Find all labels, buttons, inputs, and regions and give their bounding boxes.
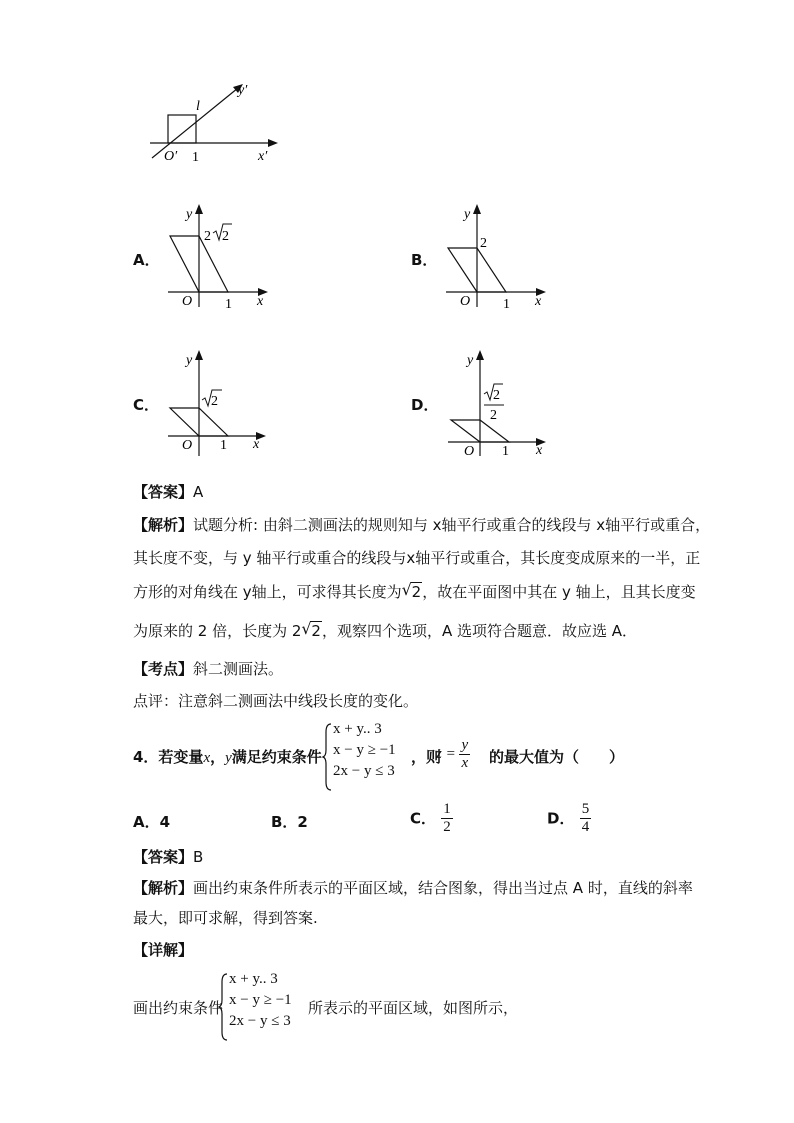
q4-brace: [322, 722, 332, 792]
svg-text:y: y: [186, 207, 193, 222]
q4-option-d: D． $\frac{5}{4}$: [547, 801, 590, 835]
option-a-label: A．: [133, 251, 160, 269]
label-x-prime: x′: [258, 149, 268, 164]
label-one: 1: [192, 150, 199, 165]
q4-option-a: A．4: [133, 813, 171, 831]
svg-text:y: y: [464, 207, 471, 222]
q3-analysis-line4: 为原来的 2 倍，长度为 2 √ 2，观察四个选项，A 选项符合题意．故应选 A．: [133, 619, 638, 640]
q4-detail-pre: 画出约束条件: [133, 999, 224, 1017]
q4-detail-brace: [218, 972, 228, 1042]
svg-text:1: 1: [502, 444, 509, 458]
svg-text:x: x: [253, 437, 260, 452]
q4-detail-post: 所表示的平面区域，如图所示，: [308, 999, 519, 1017]
svg-text:O: O: [182, 438, 193, 453]
svg-text:x: x: [535, 294, 542, 309]
q3-analysis-line1: 【解析】试题分析: 由斜二测画法的规则知与 x轴平行或重合的线段与 x轴平行或重合，: [133, 516, 711, 534]
label-l: l: [196, 99, 200, 114]
q4-detail-constraints: x + y.. 3 x − y ≥ −1 2x − y ≤ 3: [229, 971, 292, 1029]
q4-stem-then: ，则: [411, 748, 442, 766]
svg-text:O: O: [464, 444, 475, 458]
svg-text:1: 1: [503, 297, 510, 312]
svg-text:1: 1: [225, 297, 232, 312]
option-c-figure: [160, 348, 280, 458]
q4-option-c: C． $\frac{1}{2}$: [410, 801, 451, 835]
label-y-prime: y′: [238, 83, 248, 98]
svg-text:x: x: [257, 294, 264, 309]
q3-answer: 【答案】A: [133, 483, 204, 501]
svg-text:1: 1: [220, 438, 227, 453]
option-b-label: B．: [411, 251, 438, 269]
option-d-figure: [440, 348, 560, 458]
q4-analysis-line1: 【解析】画出约束条件所表示的平面区域，结合图象，得出当过点 A 时，直线的斜率: [133, 879, 693, 897]
q4-constraints: x + y.. 3 x − y ≥ −1 2x − y ≤ 3: [333, 721, 396, 779]
svg-text:x: x: [536, 443, 543, 458]
svg-text:2: 2: [222, 229, 229, 244]
svg-text:y: y: [467, 353, 474, 368]
q4-analysis-line2: 最大，即可求解，得到答案.: [133, 909, 318, 927]
option-a-figure: [160, 202, 280, 312]
q3-analysis-line2: 其长度不变，与 y 轴平行或重合的线段与x轴平行或重合，其长度变成原来的一半，正: [133, 549, 701, 567]
q3-analysis-line3: 方形的对角线在 y轴上，可求得其长度为 √ 2，故在平面图中其在 y 轴上，且其长度变: [133, 580, 696, 601]
svg-text:2: 2: [211, 394, 218, 409]
svg-text:O: O: [182, 294, 193, 309]
option-c-label: C．: [133, 396, 160, 414]
svg-text:2: 2: [490, 408, 497, 423]
q4-option-b: B．2: [271, 813, 308, 831]
option-d-label: D．: [411, 396, 439, 414]
svg-text:y: y: [186, 353, 193, 368]
q3-kaodian: 【考点】斜二测画法。: [133, 660, 284, 678]
label-origin: O′: [164, 149, 178, 164]
q4-detail-tag: 【详解】: [133, 941, 194, 959]
q4-stem-prefix: 4．若变量x，y满足约束条件: [133, 748, 322, 766]
q4-stem-end: 的最大值为（ ）: [489, 748, 625, 766]
q4-answer: 【答案】B: [133, 848, 204, 866]
oblique-axes-figure: [140, 78, 280, 168]
option-b-figure: [440, 202, 560, 312]
svg-text:2: 2: [493, 388, 500, 403]
q3-comment: 点评：注意斜二测画法中线段长度的变化。: [133, 692, 419, 710]
svg-text:2: 2: [204, 229, 211, 244]
q4-objective: z = $\frac{y}{x}$: [436, 737, 469, 771]
svg-text:2: 2: [480, 236, 487, 251]
svg-text:O: O: [460, 294, 471, 309]
